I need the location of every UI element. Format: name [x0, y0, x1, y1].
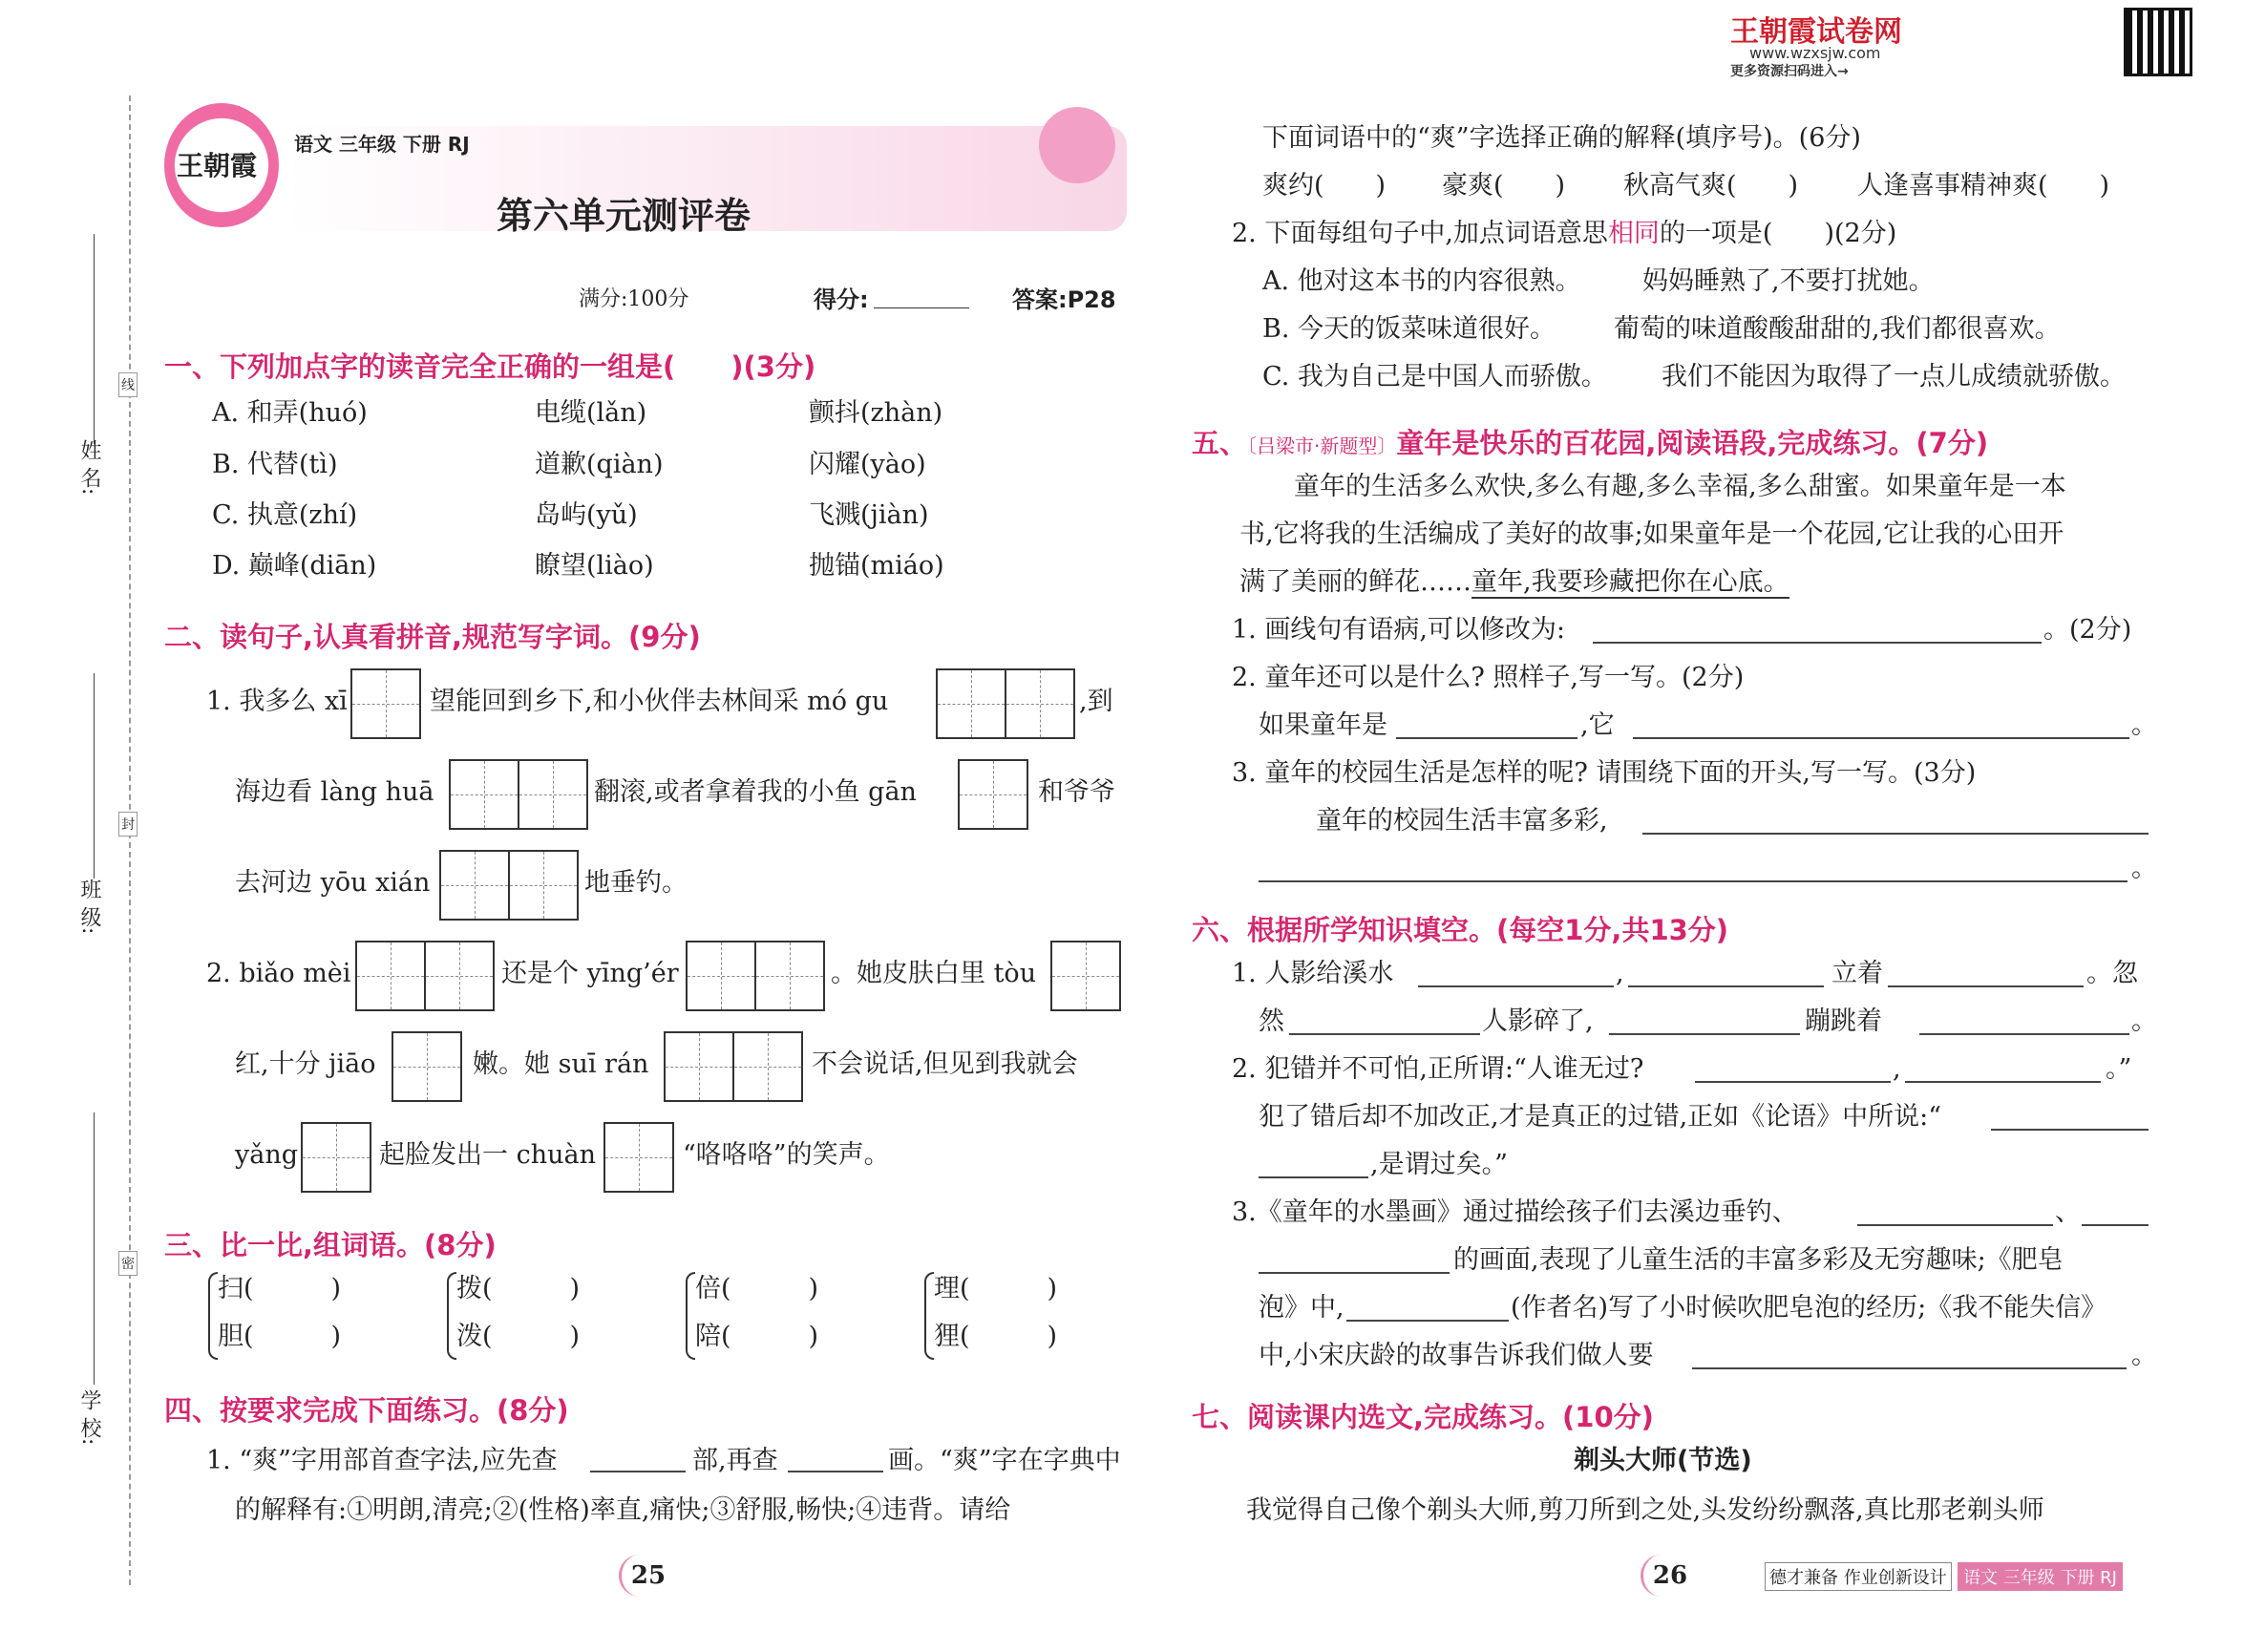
s2-l5b: 嫩。她 suī rán [473, 1049, 649, 1079]
s3-1b: 胆( ) [218, 1322, 342, 1351]
s2-l4c: 。她皮肤白里 tòu [831, 959, 1037, 988]
class-line [94, 673, 95, 879]
pinyin-box-xi[interactable] [350, 668, 421, 739]
s6-i2: 。 [2131, 1341, 2157, 1370]
s4-oc2: 我们不能因为取得了一点儿成绩就骄傲。 [1662, 362, 2126, 392]
full-score: 满分:100分 [579, 287, 689, 311]
s3-2b: 泼( ) [456, 1322, 581, 1351]
s5-q2-blank2[interactable] [1633, 737, 2129, 739]
seal-secret-mark: 密 [118, 1251, 138, 1276]
header-meta: 语文 三年级 下册 RJ [294, 133, 470, 156]
s4-w1: 爽约( ) [1262, 171, 1387, 201]
s6-a4: 。忽 [2086, 959, 2138, 988]
class-label: 班 级: [77, 879, 101, 935]
name-line [94, 234, 95, 444]
s6-a3: 立着 [1831, 959, 1883, 988]
school-label: 学 校: [77, 1389, 101, 1446]
s4-oa1: A. 他对这本书的内容很熟。 [1262, 266, 1581, 296]
s4-w2: 豪爽( ) [1442, 171, 1566, 201]
s6-c3: 。” [2106, 1054, 2132, 1084]
s5-q2a: 如果童年是 [1259, 710, 1387, 740]
name-label: 姓 名: [77, 439, 101, 496]
school-line [94, 1112, 95, 1385]
s2-l1c: ,到 [1079, 687, 1113, 716]
s5-q3: 3. 童年的校园生活是怎样的呢? 请围绕下面的开头,写一写。(3分) [1232, 758, 1977, 788]
s4-blank-strokes[interactable] [788, 1471, 883, 1472]
page-number-left: 25 [619, 1555, 675, 1597]
s6-a2: , [1616, 959, 1624, 988]
section5-title [1192, 422, 1988, 461]
s1-b1: B. 代替(tì) [212, 450, 338, 479]
score-label: 得分: [814, 286, 869, 313]
s6-a1: 1. 人影给溪水 [1232, 959, 1394, 988]
s4-w4: 人逢喜事精神爽( ) [1857, 171, 2110, 201]
s1-d1: D. 巅峰(diān) [212, 551, 377, 581]
s6-e1: ,是谓过矣。” [1370, 1150, 1508, 1179]
s6-g1: 的画面,表现了儿童生活的丰富多彩及无穷趣味;《肥皂 [1453, 1245, 2064, 1275]
binding-line [129, 95, 131, 1585]
pinyin-box-chuan[interactable] [603, 1122, 674, 1193]
pinyin-box-langhua[interactable] [449, 759, 588, 830]
pinyin-box-youxian[interactable] [439, 850, 579, 921]
s3-4a: 理( ) [934, 1274, 1058, 1303]
s5-q2-blank1[interactable] [1396, 737, 1577, 739]
s6-b3: 蹦跳着 [1805, 1006, 1882, 1036]
s5-q3-end: 。 [2131, 854, 2157, 883]
s6-blank-h1[interactable] [1346, 1320, 1509, 1322]
pinyin-box-mogu[interactable] [936, 668, 1075, 739]
s5-q2: 2. 童年还可以是什么? 照样子,写一写。(2分) [1232, 663, 1745, 692]
s5-tag: 〔吕梁市·新题型〕 [1247, 434, 1397, 457]
s3-4b: 狸( ) [934, 1322, 1058, 1351]
s3-3a: 倍( ) [695, 1274, 819, 1303]
s5-q1-blank[interactable] [1593, 642, 2042, 644]
s3-2a: 拨( ) [456, 1274, 581, 1303]
brand-slogan: 更多资源扫码进入→ [1730, 64, 1849, 79]
s3-1a: 扫( ) [218, 1274, 342, 1303]
s7-p1: 我觉得自己像个剃头大师,剪刀所到之处,头发纷纷飘落,真比那老剃头师 [1246, 1495, 2044, 1525]
s2-l3b: 地垂钓。 [584, 868, 688, 898]
s4-l2: 的解释有:①明朗,清亮;②(性格)率直,痛快;③舒服,畅快;④违背。请给 [235, 1495, 1011, 1525]
s4-q2-text-b: 的一项是( )(2分) [1659, 219, 1897, 248]
s5-prefix: 五、 [1192, 427, 1248, 459]
s2-l6a: yǎng [235, 1140, 299, 1170]
s1-d3: 抛锚(miáo) [809, 551, 944, 581]
s4-w3: 秋高气爽( ) [1623, 171, 1799, 201]
s6-d1: 犯了错后却不加改正,才是真正的过错,正如《论语》中所说:“ [1259, 1102, 1942, 1132]
logo-text: 王朝霞 [177, 150, 258, 181]
page-number-right: 26 [1641, 1555, 1697, 1597]
seal-line-mark: 线 [118, 372, 138, 397]
s6-blank-f1[interactable] [1857, 1224, 2053, 1226]
s5-q2-end: 。 [2131, 710, 2157, 740]
s6-i1: 中,小宋庆龄的故事告诉我们做人要 [1259, 1341, 1654, 1370]
s1-a2: 电缆(lǎn) [535, 398, 647, 428]
s5-q1: 1. 画线句有语病,可以修改为: [1232, 615, 1566, 645]
footer-series: 德才兼备 作业创新设计 [1765, 1562, 1952, 1591]
brand-name: 王朝霞试卷网 [1730, 15, 1902, 49]
s6-blank-b2[interactable] [1609, 1033, 1800, 1035]
s2-l3a: 去河边 yōu xián [235, 868, 431, 898]
s6-blank-b1[interactable] [1289, 1033, 1480, 1035]
section3-title: 三、比一比,组词语。(8分) [164, 1229, 497, 1261]
s4-l1a: 1. “爽”字用部首查字法,应先查 [206, 1446, 558, 1475]
s2-l4b: 还是个 yīng’ér [501, 959, 679, 988]
s4-oa2: 妈妈睡熟了,不要打扰她。 [1642, 266, 1935, 296]
s6-h2: (作者名)写了小时候吹肥皂泡的经历;《我不能失信》 [1511, 1293, 2107, 1323]
s4-l3: 下面词语中的“爽”字选择正确的解释(填序号)。(6分) [1262, 123, 1861, 153]
s5-p1: 童年的生活多么欢快,多么有趣,多么幸福,多么甜蜜。如果童年是一本 [1294, 472, 2066, 501]
s5-p3b: 童年,我要珍藏把你在心底。 [1471, 567, 1789, 597]
s4-l1c: 画。“爽”字在字典中 [888, 1446, 1121, 1475]
s4-q2-red: 相同 [1607, 219, 1660, 248]
s6-b2: 人影碎了, [1482, 1006, 1594, 1036]
s2-l1a: 1. 我多么 xī [206, 687, 348, 716]
s6-blank-a3[interactable] [1888, 985, 2084, 987]
s5-q3-blank1[interactable] [1642, 833, 2149, 835]
s6-blank-c1[interactable] [1695, 1081, 1891, 1083]
s6-h1: 泡》中, [1259, 1293, 1344, 1323]
sun-icon [1039, 107, 1115, 183]
brand-block [1730, 8, 2131, 79]
s5-p2: 书,它将我的生活编成了美好的故事;如果童年是一个花园,它让我的心田开 [1239, 519, 2064, 549]
s7-subtitle: 剃头大师(节选) [1574, 1446, 1752, 1475]
s5-q3a: 童年的校园生活丰富多彩, [1316, 806, 1608, 836]
brace-4 [924, 1272, 934, 1360]
s5-p3a: 满了美丽的鲜花…… [1239, 567, 1471, 597]
brand-url: www.wzxsjw.com [1749, 44, 1881, 62]
s6-c1: 2. 犯错并不可怕,正所谓:“人谁无过? [1232, 1054, 1644, 1084]
s6-blank-d1[interactable] [1991, 1129, 2149, 1131]
s5-title-text: 童年是快乐的百花园,阅读语段,完成练习。(7分) [1396, 427, 1989, 459]
s5-q1-score: 。(2分) [2043, 615, 2132, 645]
s1-c2: 岛屿(yǔ) [535, 500, 638, 530]
s6-blank-e1[interactable] [1259, 1176, 1368, 1178]
pinyin-box-jiao[interactable] [392, 1031, 462, 1102]
s6-blank-f2[interactable] [2082, 1224, 2149, 1226]
s2-l4a: 2. biǎo mèi [206, 959, 351, 988]
pinyin-box-gan[interactable] [958, 759, 1028, 830]
brace-2 [447, 1272, 456, 1360]
page-title: 第六单元测评卷 [497, 195, 752, 237]
pinyin-box-yinger[interactable] [686, 941, 825, 1011]
s1-b3: 闪耀(yào) [809, 450, 926, 479]
s2-l1b: 望能回到乡下,和小伙伴去林间采 mó gu [430, 687, 889, 716]
s4-q2-text: 2. 下面每组句子中,加点词语意思 [1232, 219, 1608, 248]
answer-ref: 答案:P28 [1012, 286, 1116, 313]
s5-q3-blank2[interactable] [1259, 880, 2128, 882]
s2-l2a: 海边看 làng huā [235, 777, 434, 807]
pinyin-box-biaomei[interactable] [355, 941, 495, 1011]
s2-l2b: 翻滚,或者拿着我的小鱼 gān [594, 777, 917, 807]
s2-l2c: 和爷爷 [1038, 777, 1115, 807]
brace-1 [208, 1272, 218, 1360]
s1-a3: 颤抖(zhàn) [809, 398, 943, 428]
pinyin-box-tou[interactable] [1050, 941, 1121, 1011]
s4-q2 [1232, 220, 1896, 248]
s6-b4: 。 [2131, 1006, 2157, 1036]
s6-blank-a1[interactable] [1418, 985, 1614, 987]
section1-title: 一、下列加点字的读音完全正确的一组是( )(3分) [164, 350, 816, 383]
seal-seal-mark: 封 [118, 812, 138, 837]
s1-c3: 飞溅(jiàn) [809, 500, 929, 530]
s2-l5c: 不会说话,但见到我就会 [812, 1049, 1078, 1079]
footer-tag: 语文 三年级 下册 RJ [1958, 1562, 2123, 1591]
s6-blank-g1[interactable] [1259, 1272, 1450, 1274]
pinyin-box-yang[interactable] [301, 1122, 371, 1193]
qr-code-icon[interactable] [2124, 8, 2192, 76]
s4-l1b: 部,再查 [692, 1446, 778, 1475]
s3-3b: 陪( ) [695, 1322, 819, 1351]
s2-l5a: 红,十分 jiāo [235, 1049, 376, 1079]
s4-oc1: C. 我为自己是中国人而骄傲。 [1262, 362, 1607, 392]
section7-title: 七、阅读课内选文,完成练习。(10分) [1192, 1401, 1654, 1433]
s4-blank-radical[interactable] [590, 1471, 686, 1472]
s6-blank-c2[interactable] [1905, 1081, 2101, 1083]
s6-blank-b3[interactable] [1919, 1033, 2129, 1035]
s2-l6b: 起脸发出一 chuàn [379, 1140, 596, 1170]
s4-ob1: B. 今天的饭菜味道很好。 [1262, 314, 1556, 344]
s6-c2: , [1893, 1054, 1901, 1084]
s1-c1: C. 执意(zhí) [212, 500, 358, 530]
s1-b2: 道歉(qiàn) [535, 450, 664, 479]
pinyin-box-suiran[interactable] [664, 1031, 803, 1102]
s6-blank-a2[interactable] [1628, 985, 1824, 987]
brace-3 [686, 1272, 695, 1360]
s4-ob2: 葡萄的味道酸酸甜甜的,我们都很喜欢。 [1614, 314, 2061, 344]
s2-l6c: “咯咯咯”的笑声。 [683, 1140, 890, 1170]
s6-b1: 然 [1259, 1006, 1284, 1036]
s6-f2: 、 [2055, 1197, 2081, 1227]
section2-title: 二、读句子,认真看拼音,规范写字词。(9分) [164, 621, 701, 653]
s5-q2b: ,它 [1580, 710, 1615, 740]
section4-title: 四、按要求完成下面练习。(8分) [164, 1394, 569, 1427]
section6-title: 六、根据所学知识填空。(每空1分,共13分) [1192, 914, 1729, 946]
s6-f1: 3.《童年的水墨画》通过描绘孩子们去溪边垂钓、 [1232, 1197, 1798, 1227]
s6-blank-i1[interactable] [1692, 1367, 2127, 1369]
s1-a1: A. 和弄(huó) [212, 398, 368, 428]
s1-d2: 瞭望(liào) [535, 551, 654, 581]
score-input[interactable] [874, 281, 969, 308]
s5-p3 [1239, 568, 1789, 597]
